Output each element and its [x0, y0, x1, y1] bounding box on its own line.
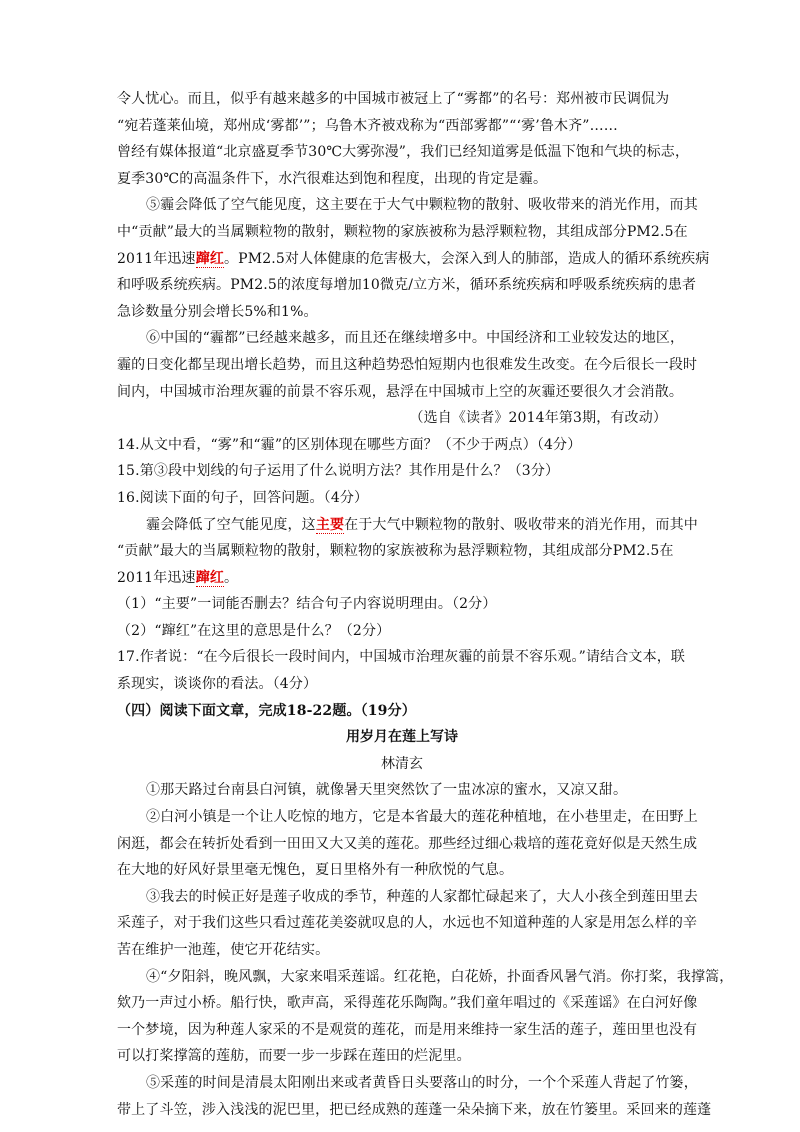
question-16-quote-line — [117, 565, 687, 592]
text-span: 。PM2.5对人体健康的危害极大，会深入到人的肺部，造成人的循环系统疾病 — [224, 250, 710, 267]
text-line: 间内，中国城市治理灰霾的前景不容乐观，悬浮在中国城市上空的灰霾还要很久才会消散。 — [117, 383, 683, 400]
text-line: 一个梦境，因为种莲人家采的不是观赏的莲花，而是用来维持一家生活的莲子，莲田里也没有 — [117, 1021, 698, 1038]
text-line — [117, 246, 710, 273]
highlighted-word: 蹿红 — [195, 250, 224, 267]
text-span: 霾会降低了空气能见度，这 — [146, 516, 316, 533]
text-line: 霾的日变化都呈现出增长趋势，而且这种趋势恐怕短期内也很难发生改变。在今后很长一段时 — [117, 356, 698, 373]
text-line: 令人忧心。而且，似乎有越来越多的中国城市被冠上了“雾都”的名号：郑州被市民调侃为 — [117, 91, 670, 107]
text-line: ③我去的时候正好是莲子收成的季节，种莲的人家都忙碌起来了，大人小孩全到莲田里去 — [146, 888, 698, 905]
text-line: ⑤霾会降低了空气能见度，这主要在于大气中颗粒物的散射、吸收带来的消光作用，而其 — [146, 197, 698, 214]
highlighted-word: 蹿红 — [195, 569, 224, 586]
question-16-1: （1）“主要”一词能否删去？结合句子内容说明理由。（2分） — [117, 596, 497, 613]
text-line: “宛若蓬莱仙境，郑州成‘雾都’”；乌鲁木齐被戏称为“西部雾都”“‘雾’鲁木齐”…… — [117, 117, 618, 134]
paragraph-6 — [117, 325, 698, 405]
section-4-heading: （四）阅读下面文章，完成18-22题。（19分） — [117, 702, 416, 719]
essay-author: 林清玄 — [381, 755, 423, 772]
text-line: 中“贡献”最大的当属颗粒物的散射，颗粒物的家族被称为悬浮颗粒物，其组成部分PM2.5在 — [117, 223, 688, 240]
source-note: （选自《读者》2014年第3期，有改动） — [409, 410, 667, 427]
text-span: 2011年迅速 — [117, 569, 196, 586]
text-line: ④“夕阳斜，晚风飘，大家来唱采莲谣。红花艳，白花娇，扑面香风暑气消。你打桨，我撑篙， — [146, 968, 734, 985]
text-line: 可以打桨撑篙的莲舫，而要一步一步踩在莲田的烂泥里。 — [117, 1048, 471, 1065]
text-line: 采莲子，对于我们这些只看过莲花美姿就叹息的人，水远也不知道种莲的人家是用怎么样的辛 — [117, 915, 698, 932]
essay-paragraph-1: ①那天路过台南县白河镇，就像暑天里突然饮了一盅冰凉的蜜水，又凉又甜。 — [146, 782, 628, 799]
text-line: 急诊数量分别会增长5%和1%。 — [117, 303, 318, 320]
question-17-cont: 系现实，谈谈你的看法。（4分） — [117, 676, 318, 693]
question-17: 17.作者说：“在今后很长一段时间内，中国城市治理灰霾的前景不容乐观。”请结合文本，联 — [117, 649, 686, 666]
question-16-quote-line: “贡献”最大的当属颗粒物的散射，颗粒物的家族被称为悬浮颗粒物，其组成部分PM2.5在 — [117, 543, 674, 560]
questions — [117, 432, 698, 698]
question-16: 16.阅读下面的句子，回答问题。（4分） — [117, 489, 369, 506]
essay-body — [117, 777, 734, 1123]
text-line: 曾经有媒体报道“北京盛夏季节30℃大雾弥漫”，我们已经知道雾是低温下饱和气块的标志， — [117, 144, 690, 161]
paragraph-5 — [117, 192, 710, 325]
essay-title: 用岁月在莲上写诗 — [346, 729, 458, 746]
document-body — [117, 86, 734, 1123]
question-14: 14.从文中看，“雾”和“霾”的区别体现在哪些方面？（不少于两点）（4分） — [117, 436, 582, 453]
question-15: 15.第③段中划线的句子运用了什么说明方法？其作用是什么？（3分） — [117, 463, 560, 480]
text-line: ②白河小镇是一个让人吃惊的地方，它是本省最大的莲花种植地，在小巷里走，在田野上 — [146, 809, 698, 826]
text-line: 闲逛，都会在转折处看到一田田又大又美的莲花。那些经过细心栽培的莲花竟好似是天然生成 — [117, 835, 698, 852]
text-line: ⑤采莲的时间是清晨太阳刚出来或者黄昏日头要落山的时分，一个个采莲人背起了竹篓， — [146, 1074, 698, 1091]
text-line: 在大地的好风好景里毫无愧色，夏日里格外有一种欣悦的气息。 — [117, 862, 514, 879]
paragraph-4-continuation — [117, 86, 690, 192]
question-16-2: （2）“蹿红”在这里的意思是什么？（2分） — [117, 622, 391, 639]
text-line: 欸乃一声过小桥。船行快，歌声高，采得莲花乐陶陶。”我们童年唱过的《采莲谣》在白河好像 — [117, 995, 698, 1012]
text-span: 2011年迅速 — [117, 250, 196, 267]
text-line: 带上了斗笠，涉入浅浅的泥巴里，把已经成熟的莲蓬一朵朵摘下来，放在竹篓里。采回来的莲蓬 — [117, 1101, 712, 1118]
text-line: 夏季30℃的高温条件下，水汽很难达到饱和程度，出现的肯定是霾。 — [117, 170, 548, 187]
text-span: 在于大气中颗粒物的散射、吸收带来的消光作用，而其中 — [344, 516, 698, 533]
text-span: 。 — [224, 569, 239, 586]
text-line: ⑥中国的“霾都”已经越来越多，而且还在继续增多中。中国经济和工业较发达的地区， — [146, 330, 685, 347]
text-line: 苦在维护一池莲，使它开花结实。 — [117, 942, 330, 958]
text-line: 和呼吸系统疾病。PM2.5的浓度每增加10微克/立方米，循环系统疾病和呼吸系统疾病的患者 — [117, 277, 697, 294]
question-16-quote-line — [117, 512, 698, 539]
highlighted-word: 主要 — [315, 516, 345, 533]
